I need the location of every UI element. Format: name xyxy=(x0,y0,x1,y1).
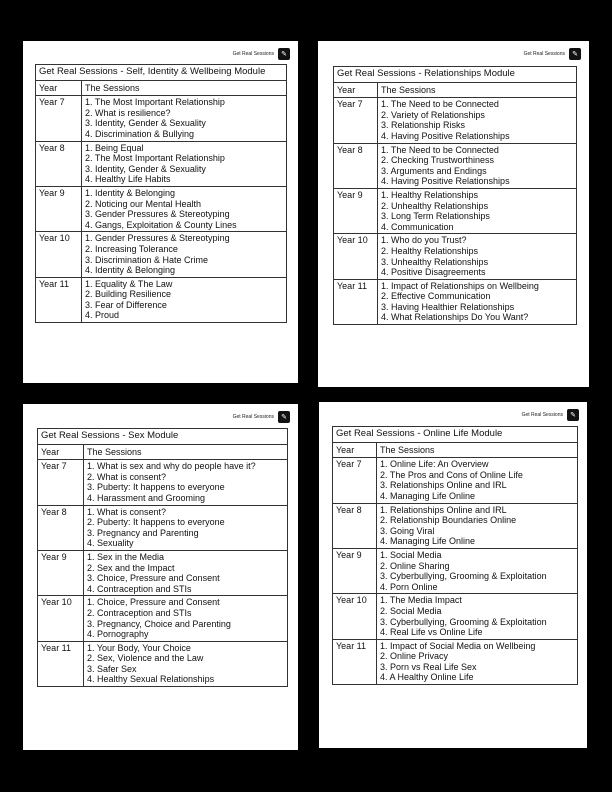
session-item: 2. Effective Communication xyxy=(381,291,491,302)
module-card-sex xyxy=(23,404,298,750)
table-row xyxy=(36,141,287,186)
session-item: 1. The Media Impact xyxy=(380,595,462,606)
session-item: 1. Sex in the Media xyxy=(87,551,165,562)
session-item: 1. What is sex and why do people have it? xyxy=(87,461,256,472)
session-item: 4. Identity & Belonging xyxy=(85,265,176,276)
table-row xyxy=(38,550,288,595)
table-row xyxy=(334,279,577,324)
session-item: 1. Choice, Pressure and Consent xyxy=(87,597,220,608)
session-item: 3. Identity, Gender & Sexuality xyxy=(85,163,206,174)
session-item: 2. Sex, Violence and the Law xyxy=(87,653,204,664)
session-item: 3. Going Viral xyxy=(380,525,435,536)
sessions-cell xyxy=(378,188,577,233)
year-cell: Year 11 xyxy=(36,277,82,322)
table-row xyxy=(333,639,578,684)
session-item: 1. The Need to be Connected xyxy=(381,144,499,155)
session-item: 4. Proud xyxy=(85,310,120,321)
session-item: 2. Relationship Boundaries Online xyxy=(380,515,517,526)
session-item: 3. Long Term Relationships xyxy=(381,211,490,222)
brand-label: Get Real Sessions xyxy=(523,51,565,57)
sessions-cell xyxy=(84,641,288,686)
column-header-sessions: The Sessions xyxy=(378,82,577,98)
table-row xyxy=(333,458,578,503)
session-item: 1. Equality & The Law xyxy=(85,278,173,289)
sessions-cell xyxy=(82,141,287,186)
sessions-cell xyxy=(82,96,287,141)
column-header-year: Year xyxy=(334,82,378,98)
table-row xyxy=(36,232,287,277)
card-header xyxy=(233,410,290,424)
year-cell: Year 11 xyxy=(38,641,84,686)
session-item: 2. Online Sharing xyxy=(380,560,450,571)
session-item: 2. Contraception and STIs xyxy=(87,607,192,618)
table-row xyxy=(38,596,288,641)
module-card-self-identity xyxy=(23,41,298,383)
year-cell: Year 8 xyxy=(38,505,84,550)
card-header xyxy=(524,47,581,61)
session-item: 4. What Relationships Do You Want? xyxy=(381,312,529,323)
session-item: 3. Choice, Pressure and Consent xyxy=(87,573,220,584)
brand-logo-icon: ✎ xyxy=(569,48,581,60)
session-item: 4. A Healthy Online Life xyxy=(380,672,474,683)
session-item: 2. Checking Trustworthiness xyxy=(381,155,495,166)
session-item: 2. Building Resilience xyxy=(85,289,172,300)
session-item: 1. Impact of Relationships on Wellbeing xyxy=(381,280,539,291)
year-cell: Year 9 xyxy=(334,188,378,233)
card-header xyxy=(233,47,290,61)
session-item: 2. Unhealthy Relationships xyxy=(381,200,489,211)
session-item: 3. Fear of Difference xyxy=(85,299,167,310)
session-item: 3. Pregnancy, Choice and Parenting xyxy=(87,618,231,629)
session-item: 3. Safer Sex xyxy=(87,663,137,674)
year-cell: Year 7 xyxy=(36,96,82,141)
brand-label: Get Real Sessions xyxy=(232,414,274,420)
session-item: 3. Discrimination & Hate Crime xyxy=(85,254,209,265)
sessions-cell xyxy=(378,234,577,279)
table-row xyxy=(38,460,288,505)
table-row xyxy=(36,96,287,141)
session-item: 2. Social Media xyxy=(380,605,442,616)
session-item: 4. Having Positive Relationships xyxy=(381,130,510,141)
session-item: 2. Online Privacy xyxy=(380,651,449,662)
session-item: 4. Gangs, Exploitation & County Lines xyxy=(85,219,237,230)
session-item: 3. Cyberbullying, Grooming & Exploitation xyxy=(380,616,547,627)
session-item: 4. Healthy Life Habits xyxy=(85,174,171,185)
column-header-year: Year xyxy=(333,442,377,458)
session-item: 1. The Need to be Connected xyxy=(381,99,499,110)
table-row xyxy=(334,234,577,279)
session-item: 4. Harassment and Grooming xyxy=(87,492,206,503)
year-cell: Year 9 xyxy=(38,550,84,595)
session-item: 3. Identity, Gender & Sexuality xyxy=(85,118,206,129)
session-item: 3. Cyberbullying, Grooming & Exploitation xyxy=(380,571,547,582)
session-item: 2. The Most Important Relationship xyxy=(85,153,225,164)
sessions-cell xyxy=(84,505,288,550)
column-header-sessions: The Sessions xyxy=(377,442,578,458)
module-table xyxy=(332,426,578,685)
sessions-cell xyxy=(377,548,578,593)
brand-label: Get Real Sessions xyxy=(521,412,563,418)
session-item: 4. Porn Online xyxy=(380,581,438,592)
session-item: 1. The Most Important Relationship xyxy=(85,97,225,108)
session-item: 2. Noticing our Mental Health xyxy=(85,198,202,209)
module-title: Get Real Sessions - Online Life Module xyxy=(333,427,578,443)
session-item: 1. What is consent? xyxy=(87,506,167,517)
session-item: 1. Social Media xyxy=(380,549,442,560)
column-header-sessions: The Sessions xyxy=(82,80,287,96)
module-card-online-life xyxy=(319,402,587,748)
table-row xyxy=(36,186,287,231)
year-cell: Year 9 xyxy=(333,548,377,593)
brand-logo-icon: ✎ xyxy=(567,409,579,421)
table-row xyxy=(38,505,288,550)
year-cell: Year 8 xyxy=(334,143,378,188)
column-header-sessions: The Sessions xyxy=(84,444,288,460)
year-cell: Year 9 xyxy=(36,186,82,231)
column-header-year: Year xyxy=(38,444,84,460)
module-card-relationships xyxy=(318,41,589,387)
year-cell: Year 8 xyxy=(333,503,377,548)
sessions-cell xyxy=(377,594,578,639)
session-item: 3. Relationship Risks xyxy=(381,120,466,131)
sessions-cell xyxy=(377,458,578,503)
session-item: 3. Having Healthier Relationships xyxy=(381,301,515,312)
table-row xyxy=(334,143,577,188)
session-item: 1. Your Body, Your Choice xyxy=(87,642,191,653)
session-item: 3. Arguments and Endings xyxy=(381,165,487,176)
year-cell: Year 10 xyxy=(36,232,82,277)
session-item: 1. Who do you Trust? xyxy=(381,235,467,246)
session-item: 4. Managing Life Online xyxy=(380,536,476,547)
session-item: 2. Puberty: It happens to everyone xyxy=(87,517,225,528)
column-header-year: Year xyxy=(36,80,82,96)
session-item: 1. Online Life: An Overview xyxy=(380,459,489,470)
session-item: 4. Discrimination & Bullying xyxy=(85,128,195,139)
year-cell: Year 11 xyxy=(333,639,377,684)
session-item: 3. Unhealthy Relationships xyxy=(381,256,489,267)
session-item: 4. Positive Disagreements xyxy=(381,267,486,278)
module-title: Get Real Sessions - Relationships Module xyxy=(334,67,577,83)
session-item: 4. Sexuality xyxy=(87,538,134,549)
sessions-cell xyxy=(378,143,577,188)
year-cell: Year 7 xyxy=(333,458,377,503)
card-header xyxy=(522,408,579,422)
session-item: 1. Relationships Online and IRL xyxy=(380,504,507,515)
session-item: 1. Healthy Relationships xyxy=(381,189,479,200)
year-cell: Year 10 xyxy=(38,596,84,641)
sessions-cell xyxy=(377,639,578,684)
session-item: 3. Relationships Online and IRL xyxy=(380,480,507,491)
session-item: 1. Impact of Social Media on Wellbeing xyxy=(380,640,536,651)
sessions-cell xyxy=(84,460,288,505)
sessions-cell xyxy=(378,279,577,324)
session-item: 2. The Pros and Cons of Online Life xyxy=(380,469,523,480)
session-item: 3. Porn vs Real Life Sex xyxy=(380,661,477,672)
session-item: 1. Identity & Belonging xyxy=(85,187,176,198)
session-item: 2. What is consent? xyxy=(87,471,167,482)
session-item: 3. Pregnancy and Parenting xyxy=(87,527,199,538)
year-cell: Year 7 xyxy=(38,460,84,505)
sessions-cell xyxy=(378,98,577,143)
session-item: 4. Healthy Sexual Relationships xyxy=(87,674,215,685)
table-row xyxy=(333,548,578,593)
session-item: 4. Real Life vs Online Life xyxy=(380,627,483,638)
session-item: 2. What is resilience? xyxy=(85,107,171,118)
session-item: 3. Puberty: It happens to everyone xyxy=(87,482,225,493)
year-cell: Year 8 xyxy=(36,141,82,186)
module-title: Get Real Sessions - Self, Identity & Wellbeing Module xyxy=(36,65,287,81)
session-item: 4. Pornography xyxy=(87,629,149,640)
session-item: 3. Gender Pressures & Stereotyping xyxy=(85,209,230,220)
sessions-cell xyxy=(84,550,288,595)
sessions-cell xyxy=(82,186,287,231)
sessions-cell xyxy=(82,232,287,277)
session-item: 4. Managing Life Online xyxy=(380,490,476,501)
table-row xyxy=(333,594,578,639)
module-title: Get Real Sessions - Sex Module xyxy=(38,429,288,445)
year-cell: Year 10 xyxy=(334,234,378,279)
brand-label: Get Real Sessions xyxy=(232,51,274,57)
year-cell: Year 7 xyxy=(334,98,378,143)
year-cell: Year 11 xyxy=(334,279,378,324)
session-item: 1. Being Equal xyxy=(85,142,144,153)
brand-logo-icon: ✎ xyxy=(278,48,290,60)
sessions-cell xyxy=(82,277,287,322)
brand-logo-icon: ✎ xyxy=(278,411,290,423)
table-row xyxy=(36,277,287,322)
session-item: 1. Gender Pressures & Stereotyping xyxy=(85,233,230,244)
session-item: 2. Healthy Relationships xyxy=(381,245,479,256)
module-table xyxy=(333,66,577,325)
session-item: 2. Sex and the Impact xyxy=(87,562,175,573)
sessions-cell xyxy=(377,503,578,548)
year-cell: Year 10 xyxy=(333,594,377,639)
table-row xyxy=(334,188,577,233)
module-table xyxy=(35,64,287,323)
sessions-cell xyxy=(84,596,288,641)
session-item: 2. Variety of Relationships xyxy=(381,109,485,120)
session-item: 4. Contraception and STIs xyxy=(87,583,192,594)
session-item: 2. Increasing Tolerance xyxy=(85,243,178,254)
table-row xyxy=(333,503,578,548)
module-table xyxy=(37,428,288,687)
table-row xyxy=(38,641,288,686)
table-row xyxy=(334,98,577,143)
session-item: 4. Having Positive Relationships xyxy=(381,176,510,187)
session-item: 4. Communication xyxy=(381,221,454,232)
